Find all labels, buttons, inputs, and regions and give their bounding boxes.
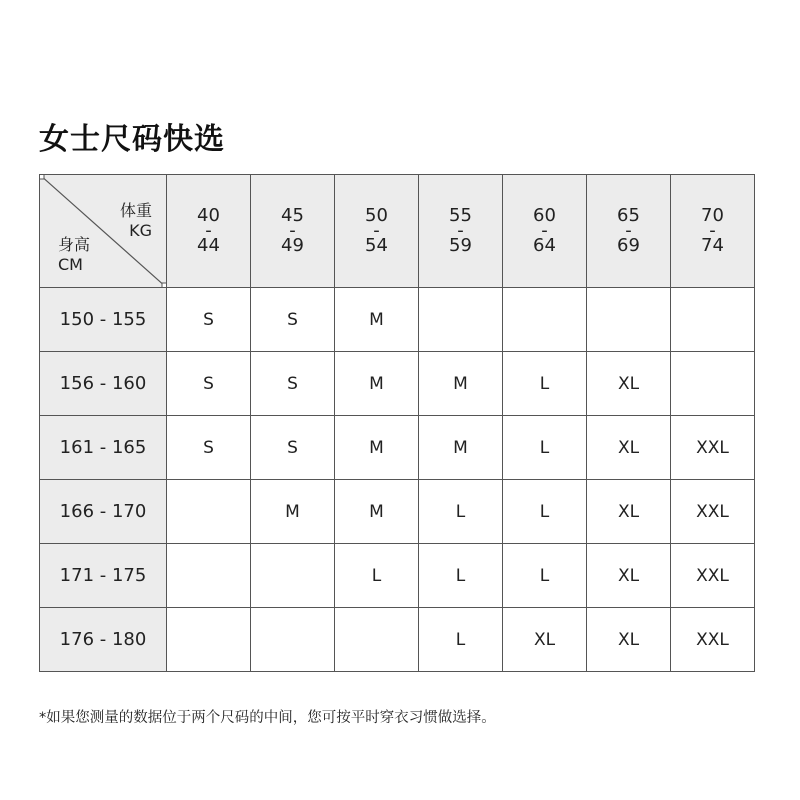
table-row: [40, 288, 755, 352]
size-cell: L: [503, 544, 587, 608]
size-cell: XL: [503, 608, 587, 672]
table-row: [40, 544, 755, 608]
corner-header-cell: [40, 175, 167, 288]
size-cell: S: [251, 416, 335, 480]
weight-header-50-54: 50 - 54: [335, 175, 419, 288]
table-row: [40, 608, 755, 672]
height-label: 身高: [58, 235, 91, 254]
page-title: 女士尺码快选: [39, 122, 225, 157]
weight-axis-label: [120, 201, 152, 241]
size-cell: [671, 288, 755, 352]
size-cell: L: [419, 480, 503, 544]
size-cell: [503, 288, 587, 352]
size-cell: XXL: [671, 480, 755, 544]
size-cell: S: [251, 288, 335, 352]
size-cell: [335, 608, 419, 672]
height-header-cell: 150 - 155: [40, 288, 167, 352]
size-cell: L: [503, 480, 587, 544]
size-cell: XXL: [671, 416, 755, 480]
size-chart-table: [39, 174, 755, 672]
height-header-cell: 156 - 160: [40, 352, 167, 416]
size-cell: M: [335, 416, 419, 480]
footnote: *如果您测量的数据位于两个尺码的中间，您可按平时穿衣习惯做选择。: [39, 710, 496, 726]
size-cell: L: [503, 416, 587, 480]
size-cell: L: [503, 352, 587, 416]
size-cell: [167, 480, 251, 544]
size-cell: [419, 288, 503, 352]
size-cell: [251, 544, 335, 608]
height-header-cell: 171 - 175: [40, 544, 167, 608]
size-cell: M: [251, 480, 335, 544]
size-cell: [587, 288, 671, 352]
size-cell: XXL: [671, 544, 755, 608]
weight-header-55-59: 55 - 59: [419, 175, 503, 288]
size-cell: S: [167, 416, 251, 480]
size-cell: XL: [587, 352, 671, 416]
size-cell: XL: [587, 544, 671, 608]
table-row: [40, 352, 755, 416]
size-cell: S: [167, 288, 251, 352]
weight-unit: KG: [129, 221, 152, 240]
size-cell: S: [167, 352, 251, 416]
height-unit: CM: [58, 255, 83, 274]
size-cell: M: [335, 288, 419, 352]
size-cell: XXL: [671, 608, 755, 672]
size-cell: L: [419, 544, 503, 608]
size-cell: L: [335, 544, 419, 608]
size-cell: [671, 352, 755, 416]
weight-header-65-69: 65 - 69: [587, 175, 671, 288]
height-header-cell: 161 - 165: [40, 416, 167, 480]
table-row: [40, 416, 755, 480]
size-cell: XL: [587, 480, 671, 544]
weight-header-45-49: 45 - 49: [251, 175, 335, 288]
weight-header-row: [40, 175, 755, 288]
size-cell: [251, 608, 335, 672]
height-header-cell: 176 - 180: [40, 608, 167, 672]
size-cell: M: [419, 352, 503, 416]
size-cell: M: [419, 416, 503, 480]
size-cell: XL: [587, 608, 671, 672]
size-cell: M: [335, 352, 419, 416]
height-axis-label: [58, 235, 90, 275]
size-cell: M: [335, 480, 419, 544]
size-cell: S: [251, 352, 335, 416]
weight-header-70-74: 70 - 74: [671, 175, 755, 288]
size-cell: L: [419, 608, 503, 672]
size-cell: [167, 544, 251, 608]
weight-label: 体重: [119, 201, 152, 220]
weight-header-40-44: 40 - 44: [167, 175, 251, 288]
size-cell: [167, 608, 251, 672]
height-header-cell: 166 - 170: [40, 480, 167, 544]
size-cell: XL: [587, 416, 671, 480]
weight-header-60-64: 60 - 64: [503, 175, 587, 288]
table-row: [40, 480, 755, 544]
